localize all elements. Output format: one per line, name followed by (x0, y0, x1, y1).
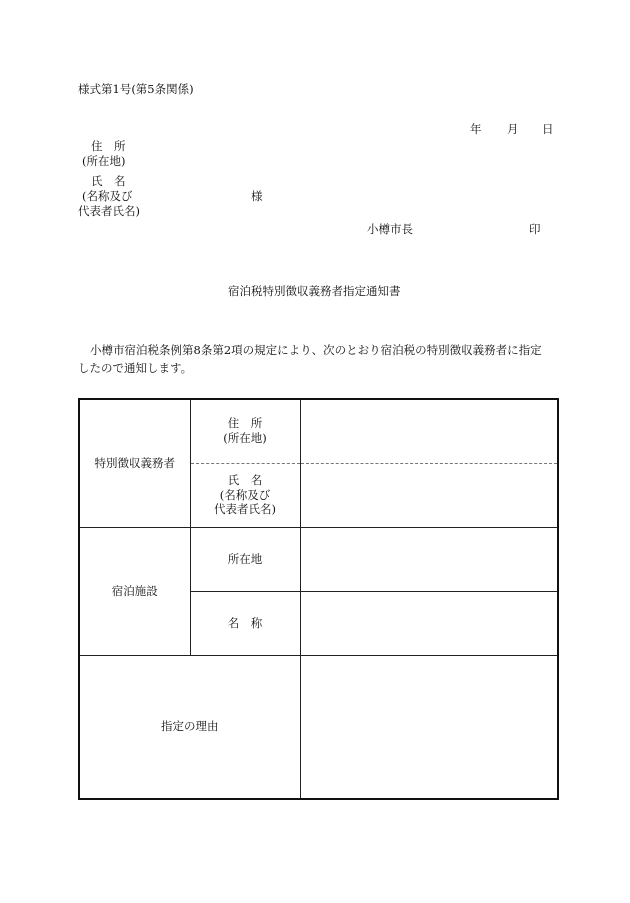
form-number: 様式第1号(第5条関係) (78, 82, 194, 96)
date-day: 日 (542, 122, 554, 136)
recipient-honorific: 様 (251, 189, 263, 203)
recipient-address-sub: (所在地) (82, 154, 126, 168)
facility-name-label: 名 称 (227, 615, 263, 630)
address-sub-label: (所在地) (223, 431, 267, 446)
reason-label: 指定の理由 (161, 719, 219, 734)
facility-location-label-cell (190, 527, 300, 591)
designation-table (78, 398, 559, 800)
date-year: 年 (470, 122, 482, 136)
name-label-cell (190, 463, 300, 527)
collector-label: 特別徴収義務者 (94, 455, 175, 470)
issuer-title: 小樽市長 (367, 222, 413, 236)
collector-label-cell (79, 399, 190, 527)
facility-name-value-cell[interactable] (300, 591, 558, 655)
recipient-name-label: 氏 名 (91, 174, 126, 188)
body-text-line-1: 小樽市宿泊税条例第8条第2項の規定により、次のとおり宿泊税の特別徴収義務者に指定 (90, 343, 542, 357)
issuer-seal: 印 (529, 222, 541, 236)
name-label: 氏 名 (227, 472, 263, 487)
facility-location-value-cell[interactable] (300, 527, 558, 591)
reason-value-cell[interactable] (300, 655, 558, 799)
reason-label-cell (79, 655, 300, 799)
body-text-line-2: したので通知します。 (78, 361, 193, 375)
address-value-cell[interactable] (300, 399, 558, 463)
name-value-cell[interactable] (300, 463, 558, 527)
recipient-name-sub-1: (名称及び (82, 189, 133, 203)
recipient-address-label: 住 所 (91, 139, 126, 153)
date-month: 月 (507, 122, 519, 136)
facility-label-cell (79, 527, 190, 655)
address-label-cell (190, 399, 300, 463)
name-sub-label-1: (名称及び (219, 487, 271, 502)
facility-location-label: 所在地 (227, 551, 263, 566)
facility-name-label-cell (190, 591, 300, 655)
facility-label: 宿泊施設 (111, 583, 158, 598)
address-label: 住 所 (227, 416, 263, 431)
document-title: 宿泊税特別徴収義務者指定通知書 (228, 284, 401, 298)
name-sub-label-2: 代表者氏名) (214, 502, 276, 517)
recipient-name-sub-2: 代表者氏名) (78, 204, 140, 218)
